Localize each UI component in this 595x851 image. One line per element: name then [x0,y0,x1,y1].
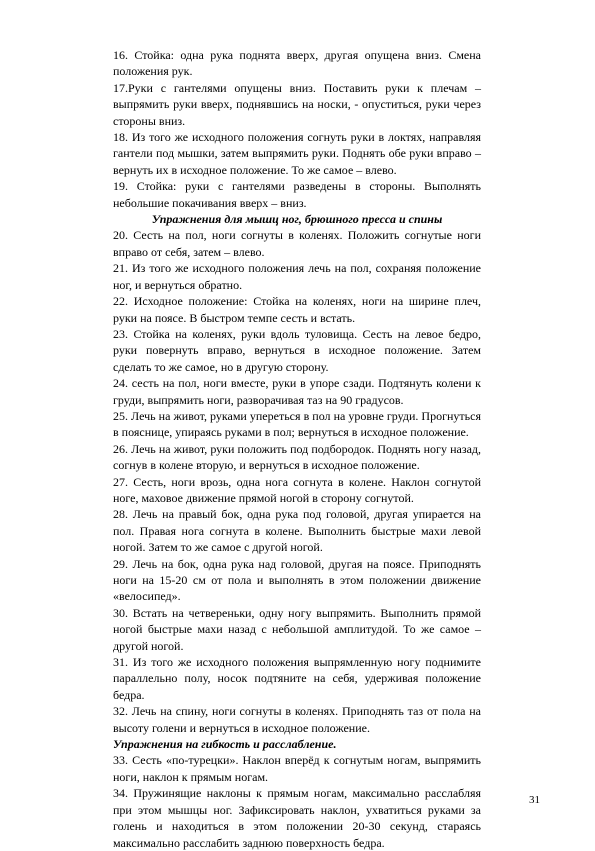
exercise-item: 22. Исходное положение: Стойка на коленях, ноги на ширине плеч, руки на поясе. В быстром темпе сесть и встать. [113,294,481,325]
exercise-list [113,47,481,851]
exercise-item: 18. Из того же исходного положения согнуть руки в локтях, направляя гантели под мышки, затем выпрямить руки. Поднять обе руки вправо – вернуть их в исходное положение. То же самое – влево. [113,130,481,177]
exercise-item: 20. Сесть на пол, ноги согнуты в коленях. Положить согнутые ноги вправо от себя, затем – влево. [113,228,481,259]
exercise-item: 32. Лечь на спину, ноги согнуты в коленях. Приподнять таз от пола на высоту голени и вернуться в исходное положение. [113,704,481,735]
section-heading: Упражнения на гибкость и расслабление. [113,737,337,752]
exercise-item: 29. Лечь на бок, одна рука над головой, другая на поясе. Приподнять ноги на 15-20 см от пола и выполнять в этом положении движение «велосипед». [113,556,481,604]
exercise-item: 30. Встать на четвереньки, одну ногу выпрямить. Выполнить прямой ногой быстрые махи назад с небольшой амплитудой. То же самое – другой ногой. [113,605,481,653]
exercise-item: 27. Сесть, ноги врозь, одна нога согнута в колене. Наклон согнутой ноге, маховое движение прямой ногой в сторону согнутой. [113,474,481,505]
section-heading: Упражнения для мышц ног, брюшного пресса и спины [151,212,443,227]
exercise-item: 17.Руки с гантелями опущены вниз. Поставить руки к плечам – выпрямить руки вверх, поднявшись на носки, - опуститься, руки через стороны вниз. [113,80,481,128]
exercise-item: 21. Из того же исходного положения лечь на пол, сохраняя положение ног, и вернуться обратно. [113,261,481,292]
exercise-item: 33. Сесть «по-турецки». Наклон вперёд к согнутым ногам, выпрямить ноги, наклон к прямым ногам. [113,753,481,784]
exercise-item: 16. Стойка: одна рука поднята вверх, другая опущена вниз. Смена положения рук. [113,48,481,79]
exercise-item: 24. сесть на пол, ноги вместе, руки в упоре сзади. Подтянуть колени к груди, выпрямить ноги, разворачивая таз на 90 градусов. [113,376,481,407]
exercise-item: 28. Лечь на правый бок, одна рука под головой, другая упирается на пол. Правая нога согнута в колене. Выполнить быстрые махи левой ногой. Затем то же самое с другой ногой. [113,507,481,555]
page-number: 31 [529,794,540,806]
exercise-item: 34. Пружинящие наклоны к прямым ногам, максимально расслабляя при этом мышцы ног. Зафиксировать наклон, ухватиться руками за голень и находиться в этом положении 20-30 секунд, стараясь максимально расслабить заднюю поверхность бедра. [113,786,481,850]
exercise-item: 19. Стойка: руки с гантелями разведены в стороны. Выполнять небольшие покачивания вверх – вниз. [113,179,481,210]
exercise-item: 26. Лечь на живот, руки положить под подбородок. Поднять ногу назад, согнув в колене вторую, и вернуться в исходное положение. [113,441,481,473]
exercise-item: 25. Лечь на живот, руками упереться в пол на уровне груди. Прогнуться в пояснице, упираясь руками в пол; вернуться в исходное положение. [113,408,481,440]
exercise-item: 31. Из того же исходного положения выпрямленную ногу поднимите параллельно полу, носок подтяните на себя, удерживая положение бедра. [113,655,481,702]
exercise-item: 23. Стойка на коленях, руки вдоль туловища. Сесть на левое бедро, руки повернуть вправо, вернуться в исходное положение. Затем сделать то же самое, но в другую сторону. [113,326,481,374]
